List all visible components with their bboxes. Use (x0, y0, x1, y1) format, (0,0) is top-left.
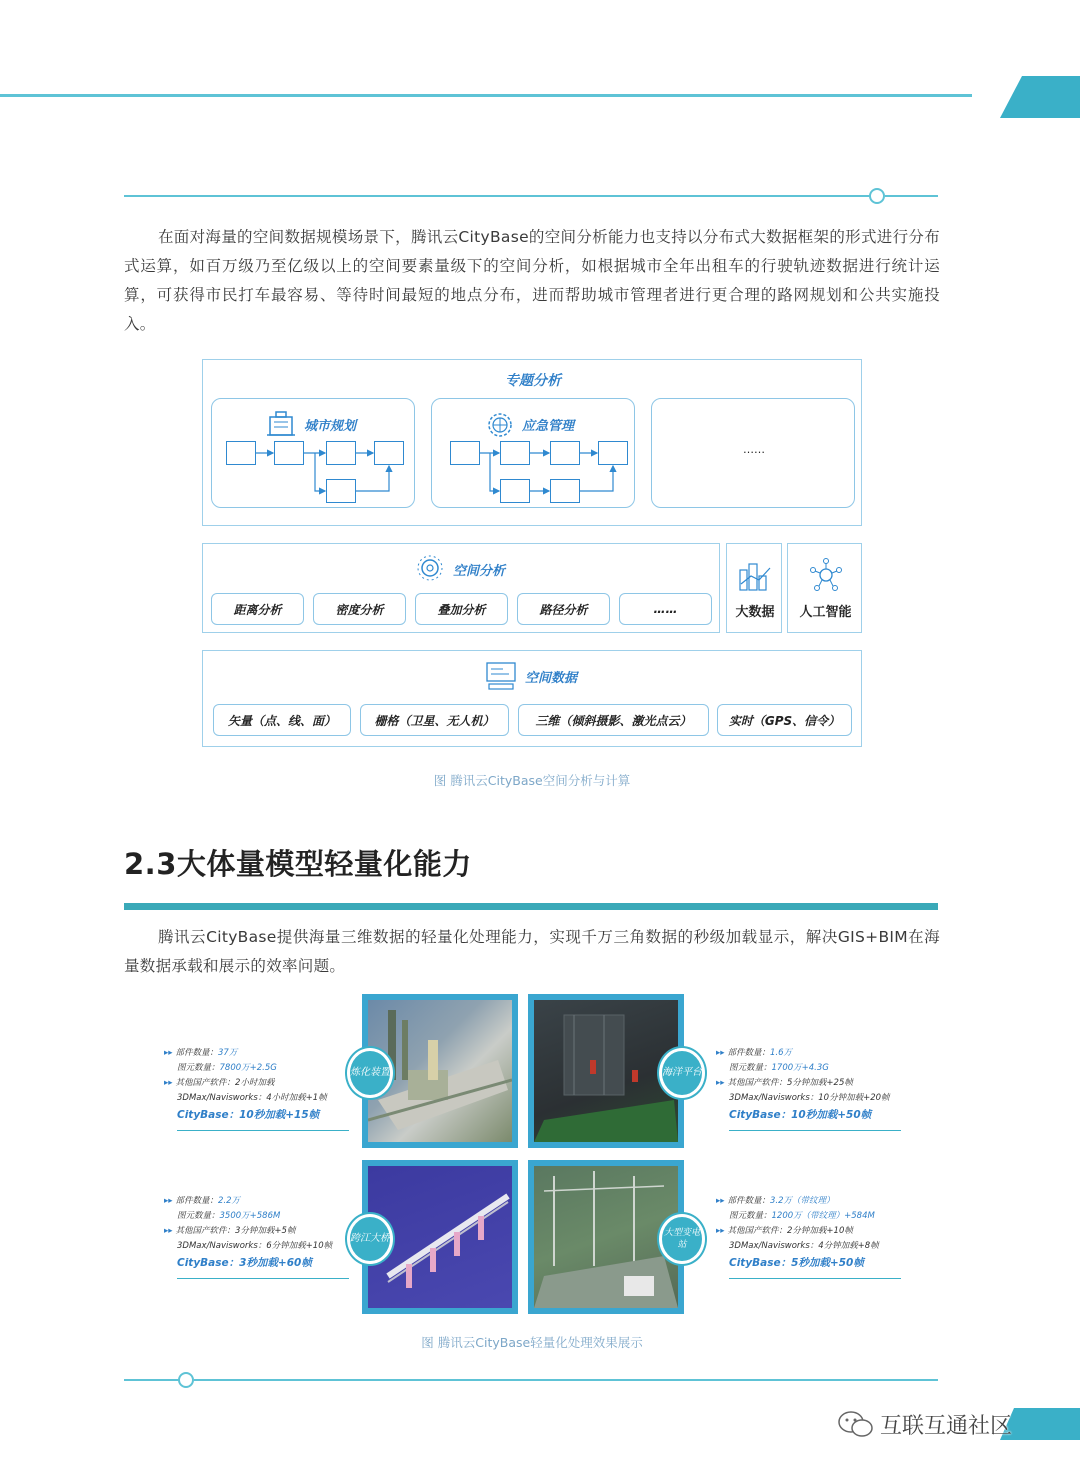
header-rule (0, 94, 972, 97)
parts-value: 3.2万（带纹理） (770, 1196, 835, 1206)
section-rule-top-end (885, 195, 938, 197)
prims-value: 1200万（带纹理）+584M (771, 1211, 875, 1221)
other-value: 3分钟加载+5帧 (235, 1226, 296, 1236)
data-screen-icon (485, 661, 517, 691)
parts-label: 部件数量： (727, 1048, 771, 1058)
refinery-stats: ▸▸ 部件数量：37万 图元数量：7800万+2.5G ▸▸ 其他国产软件：2小时加载 3DMax/Navisworks：4小时加载+1帧 CityBase：10秒加载+15帧 (164, 1046, 349, 1131)
rule-circle-top (869, 188, 885, 204)
section-paragraph: 腾讯云CityBase提供海量三维数据的轻量化处理能力，实现千万三角数据的秒级加载显示，解决GIS+BIM在海量数据承载和展示的效率问题。 (124, 928, 940, 975)
bridge-badge: 跨江大桥 (347, 1214, 393, 1264)
topic-analysis-panel (202, 359, 862, 526)
watermark-text: 互联互通社区 (880, 1413, 1013, 1439)
stats-divider (177, 1278, 349, 1279)
prims-label: 图元数量： (177, 1211, 220, 1221)
prims-value: 3500万+586M (219, 1211, 281, 1221)
section-heading: 2.3大体量模型轻量化能力 (124, 847, 472, 881)
path-analysis: 路径分析 (517, 593, 610, 625)
prims-label: 图元数量： (177, 1063, 220, 1073)
citybase-value: CityBase：10秒加载+50帧 (729, 1109, 872, 1121)
substation-illustration (534, 1166, 678, 1308)
section-rule-top (124, 195, 872, 197)
gear-icon (415, 554, 445, 582)
citybase-value: CityBase：3秒加载+60帧 (177, 1257, 312, 1269)
platform-illustration (534, 1000, 678, 1142)
ai-label: 人工智能 (799, 605, 852, 620)
density-analysis: 密度分析 (313, 593, 406, 625)
max-value: 3DMax/Navisworks：10分钟加载+20帧 (729, 1093, 890, 1103)
substation-badge: 大型变电站 (659, 1214, 705, 1264)
stats-divider (177, 1130, 349, 1131)
parts-value: 2.2万 (218, 1196, 241, 1206)
more-topics-box (651, 398, 855, 508)
offshore-badge: 海洋平台 (659, 1048, 705, 1098)
spatial-analysis-panel (202, 543, 720, 633)
max-value: 3DMax/Navisworks：4小时加载+1帧 (177, 1093, 327, 1103)
urban-planning-box (211, 398, 415, 508)
more-topics-ellipsis: …… (743, 443, 765, 456)
realtime-data: 实时（GPS、信令） (717, 704, 852, 736)
parts-label: 部件数量： (175, 1048, 219, 1058)
diagram-caption: 图 腾讯云CityBase空间分析与计算 (433, 773, 631, 788)
other-value: 2分钟加载+10帧 (787, 1226, 853, 1236)
section-heading-underline (124, 903, 938, 910)
vector-data: 矢量（点、线、面） (213, 704, 351, 736)
overlay-analysis: 叠加分析 (415, 593, 508, 625)
citybase-value: CityBase：5秒加载+50帧 (729, 1257, 864, 1269)
other-label: 其他国产软件： (175, 1226, 236, 1236)
spatial-analysis-title: 空间分析 (453, 564, 506, 579)
parts-label: 部件数量： (175, 1196, 219, 1206)
footer-rule (194, 1379, 938, 1381)
parts-value: 37万 (218, 1048, 238, 1058)
max-value: 3DMax/Navisworks：6分钟加载+10帧 (177, 1241, 333, 1251)
distance-analysis: 距离分析 (211, 593, 304, 625)
stats-divider (729, 1278, 901, 1279)
prims-label: 图元数量： (729, 1063, 772, 1073)
ai-network-icon (810, 558, 842, 592)
corner-tab-top (1000, 76, 1080, 118)
substation-stats: ▸▸ 部件数量：3.2万（带纹理） 图元数量：1200万（带纹理）+584M ▸▸ 其他国产软件：2分钟加载+10帧 3DMax/Navisworks：4分钟加载+8帧 CityBase：5秒加载+50帧 (716, 1194, 901, 1279)
big-data-label: 大数据 (735, 605, 775, 620)
more-analysis: …… (619, 593, 712, 625)
max-value: 3DMax/Navisworks：4分钟加载+8帧 (729, 1241, 879, 1251)
other-label: 其他国产软件： (727, 1078, 788, 1088)
raster-data: 栅格（卫星、无人机） (360, 704, 509, 736)
offshore-stats: ▸▸ 部件数量：1.6万 图元数量：1700万+4.3G ▸▸ 其他国产软件：5分钟加载+25帧 3DMax/Navisworks：10分钟加载+20帧 CityBase：10秒加载+50帧 (716, 1046, 901, 1131)
chart-buildings-icon (737, 562, 773, 592)
other-label: 其他国产软件： (727, 1226, 788, 1236)
watermark (836, 1408, 1012, 1440)
other-label: 其他国产软件： (175, 1078, 236, 1088)
big-data-panel (726, 543, 782, 633)
topic-analysis-title: 专题分析 (505, 373, 561, 389)
prims-value: 7800万+2.5G (219, 1063, 277, 1073)
bridge-stats: ▸▸ 部件数量：2.2万 图元数量：3500万+586M ▸▸ 其他国产软件：3分钟加载+5帧 3DMax/Navisworks：6分钟加载+10帧 CityBase：3秒加载+60帧 (164, 1194, 349, 1279)
spatial-data-panel (202, 650, 862, 747)
3d-data: 三维（倾斜摄影、激光点云） (518, 704, 709, 736)
citybase-value: CityBase：10秒加载+15帧 (177, 1109, 320, 1121)
wechat-icon (836, 1408, 876, 1440)
prims-value: 1700万+4.3G (771, 1063, 829, 1073)
refinery-badge: 炼化装置 (347, 1048, 393, 1098)
emergency-management-box (431, 398, 635, 508)
stats-divider (729, 1130, 901, 1131)
flow-arrows (432, 399, 636, 509)
flow-arrows (212, 399, 416, 509)
showcase-caption: 图 腾讯云CityBase轻量化处理效果展示 (421, 1335, 643, 1350)
footer-rule-left (124, 1379, 179, 1381)
emergency-management-label: 应急管理 (522, 419, 575, 434)
parts-value: 1.6万 (770, 1048, 793, 1058)
other-value: 2小时加载 (235, 1078, 275, 1088)
intro-paragraph: 在面对海量的空间数据规模场景下，腾讯云CityBase的空间分析能力也支持以分布式大数据框架的形式进行分布式运算，如百万级乃至亿级以上的空间要素量级下的空间分析，如根据城市全年出租车的行驶轨迹数据进行统计运算，可获得市民打车最容易、等待时间最短的地点分布，进而帮助城市管理者进行更合理的路网规划和公共实施投入。 (124, 228, 940, 333)
prims-label: 图元数量： (729, 1211, 772, 1221)
spatial-data-title: 空间数据 (525, 671, 578, 686)
other-value: 5分钟加载+25帧 (787, 1078, 853, 1088)
footer-rule-circle (178, 1372, 194, 1388)
parts-label: 部件数量： (727, 1196, 771, 1206)
urban-planning-label: 城市规划 (304, 419, 357, 434)
ai-panel (787, 543, 862, 633)
